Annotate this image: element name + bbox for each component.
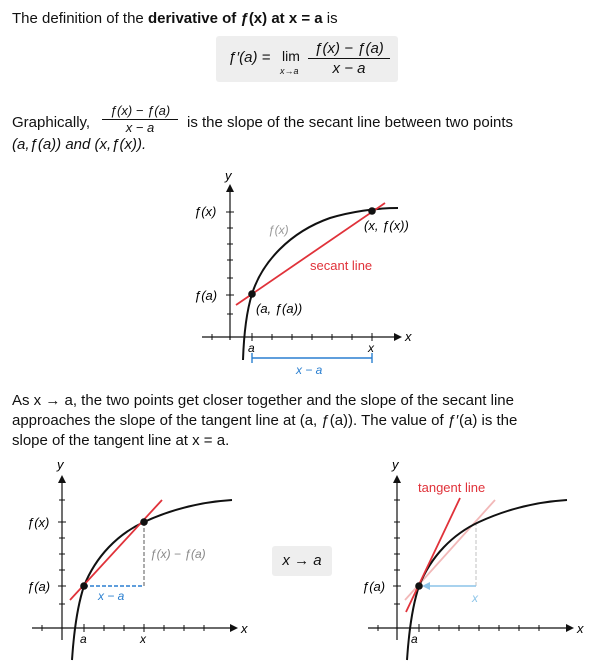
graph1-point-top-label: (x, ƒ(x)) xyxy=(364,218,409,233)
graphically-denominator: x − a xyxy=(125,120,155,135)
graph1-point-bottom-label: (a, ƒ(a)) xyxy=(256,301,303,316)
graph3-run-label: x xyxy=(472,591,478,605)
intro-suffix: is xyxy=(322,10,338,27)
intro-prefix: The definition of the xyxy=(12,10,148,27)
graph2-rise-label: ƒ(x) − ƒ(a) xyxy=(150,547,206,561)
graphically-suffix: is the slope of the secant line between two points xyxy=(187,114,514,131)
graph1-x-label: x xyxy=(405,329,412,344)
graph1-y-label: y xyxy=(225,168,232,183)
graph1-interval-label: x − a xyxy=(296,363,323,377)
graph3-fa-tick: ƒ(a) xyxy=(362,579,386,594)
paragraph2-line2: approaches the slope of the tangent line at (a, ƒ(a)). The value of ƒ′(a) is the xyxy=(12,412,518,429)
graph3-point-a xyxy=(415,582,423,590)
graph2-x-tick: x xyxy=(140,632,146,646)
graph2-fx-tick: ƒ(x) xyxy=(27,515,50,530)
graphically-numerator: ƒ(x) − ƒ(a) xyxy=(102,103,178,120)
graph2-a-tick: a xyxy=(80,632,87,646)
graph1-fx-tick: ƒ(x) xyxy=(194,204,217,219)
graph3-tangent-line xyxy=(406,498,460,612)
graph1-curve-label: ƒ(x) xyxy=(268,223,289,237)
graph2-y-label: y xyxy=(57,457,64,472)
graph3-tangent-label: tangent line xyxy=(418,480,486,495)
formula-lim: lim xyxy=(282,48,300,64)
graph1-x-tick: x xyxy=(368,341,374,355)
formula-denominator: x − a xyxy=(332,60,366,77)
graph3-curve xyxy=(407,500,567,660)
graph2-run-label: x − a xyxy=(98,589,125,603)
paragraph2-line3: slope of the tangent line at x = a. xyxy=(12,432,230,449)
graphically-prefix: Graphically, xyxy=(12,114,91,131)
graph3-a-tick: a xyxy=(411,632,418,646)
formula-numerator: ƒ(x) − ƒ(a) xyxy=(308,39,390,59)
graph2-x-label: x xyxy=(241,621,248,636)
graph2-fa-tick: ƒ(a) xyxy=(27,579,51,594)
formula-lhs: ƒ′(a) = xyxy=(228,49,271,66)
graph3-y-label: y xyxy=(392,457,399,472)
limit-arrow-text: x → a xyxy=(282,552,322,569)
paragraph2-line1: As x → a, the two points get closer together and the slope of the secant line xyxy=(12,392,514,409)
intro-bold: derivative of ƒ(x) at x = a xyxy=(147,10,323,27)
graphically-line2: (a,ƒ(a)) and (x,ƒ(x)). xyxy=(12,136,147,153)
formula-lim-subscript: x→a xyxy=(280,66,299,76)
graph1-a-tick: a xyxy=(248,341,255,355)
graph1-fa-tick: ƒ(a) xyxy=(194,288,218,303)
graph1-secant-label: secant line xyxy=(310,258,373,273)
graph3-x-label: x xyxy=(577,621,584,636)
